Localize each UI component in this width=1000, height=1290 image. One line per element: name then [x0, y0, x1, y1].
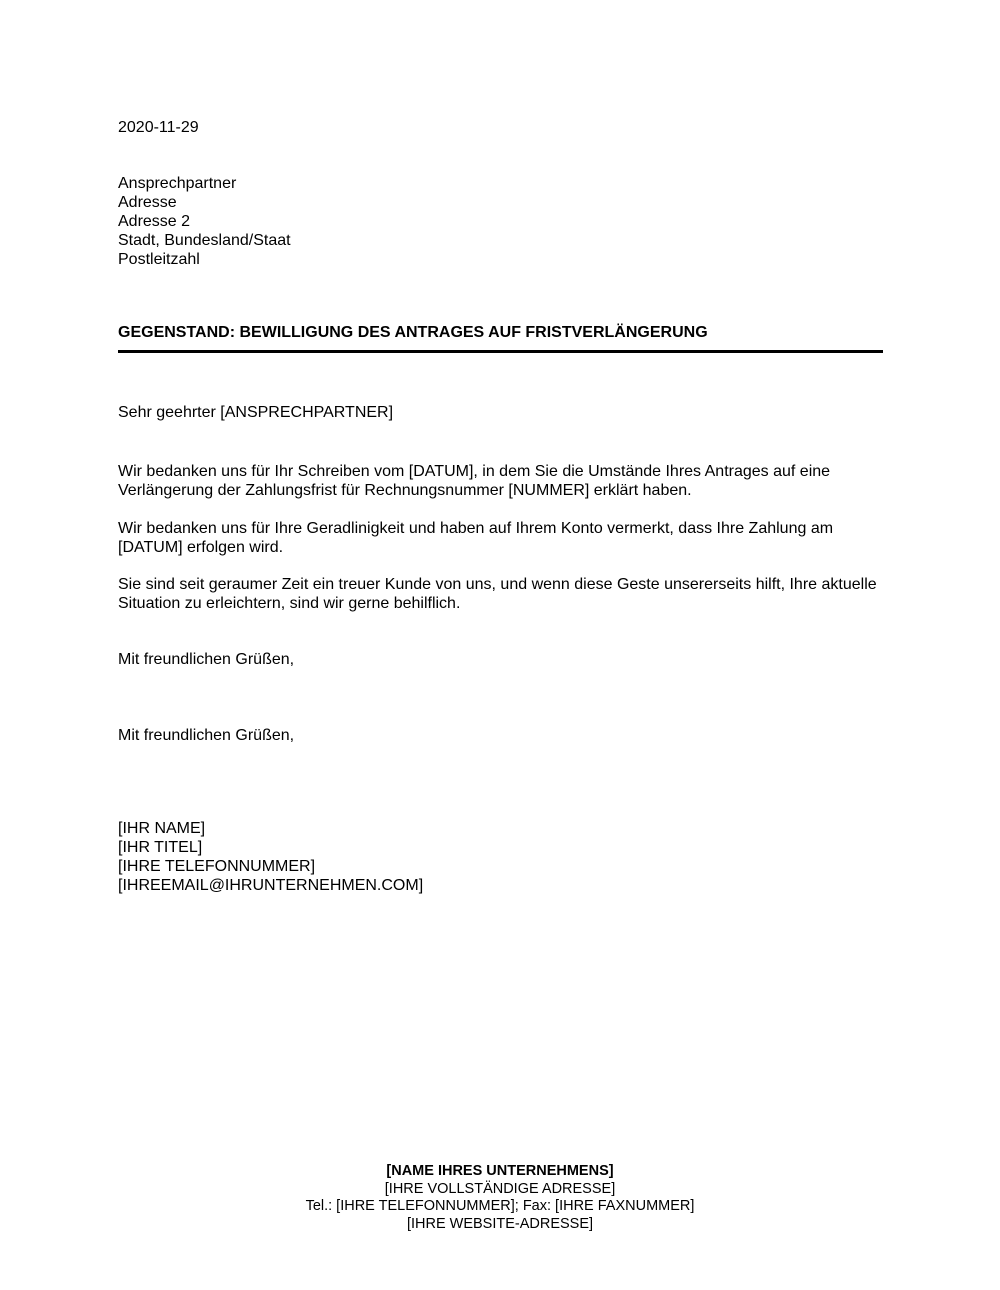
footer-company-name: [NAME IHRES UNTERNEHMENS] [386, 1163, 614, 1179]
body-paragraph: Sie sind seit geraumer Zeit ein treuer Kunde von uns, und wenn diese Geste unsererseits hilft, Ihre aktuelle Situation zu erleichtern, sind wir gerne behilflich. [118, 576, 877, 612]
recipient-city-state: Stadt, Bundesland/Staat [118, 232, 291, 249]
signature-phone: [IHRE TELEFONNUMMER] [118, 858, 316, 875]
salutation: Sehr geehrter [ANSPRECHPARTNER] [118, 404, 394, 421]
subject-divider [118, 350, 883, 353]
closing-line: Mit freundlichen Grüßen, [118, 651, 295, 668]
footer-website: [IHRE WEBSITE-ADRESSE] [406, 1215, 594, 1232]
recipient-contact: Ansprechpartner [118, 175, 237, 192]
subject-line: GEGENSTAND: BEWILLIGUNG DES ANTRAGES AUF FRISTVERLÄNGERUNG [118, 324, 708, 341]
footer-contact: Tel.: [IHRE TELEFONNUMMER]; Fax: [IHRE FAXNUMMER] [305, 1198, 695, 1214]
body-paragraph: Wir bedanken uns für Ihr Schreiben vom [DATUM], in dem Sie die Umstände Ihres Antrages auf eine Verlängerung der Zahlungsfrist für Rechnungsnummer [NUMMER] erklärt haben. [118, 463, 831, 499]
recipient-address-2: Adresse 2 [118, 213, 191, 230]
signature-email: [IHREEMAIL@IHRUNTERNEHMEN.COM] [118, 877, 424, 894]
letter-date: 2020-11-29 [118, 119, 199, 136]
recipient-block [118, 174, 291, 269]
signature-name: [IHR NAME] [118, 820, 206, 837]
recipient-address-1: Adresse [118, 194, 177, 211]
company-footer [0, 1163, 1000, 1233]
closing-line-repeat: Mit freundlichen Grüßen, [118, 727, 295, 744]
signature-title: [IHR TITEL] [118, 839, 203, 856]
recipient-postal-code: Postleitzahl [118, 251, 200, 268]
body-paragraph: Wir bedanken uns für Ihre Geradlinigkeit und haben auf Ihrem Konto vermerkt, dass Ihre Zahlung am [DATUM] erfolgen wird. [118, 520, 834, 556]
footer-address: [IHRE VOLLSTÄNDIGE ADRESSE] [384, 1180, 616, 1197]
signature-block [118, 819, 423, 895]
